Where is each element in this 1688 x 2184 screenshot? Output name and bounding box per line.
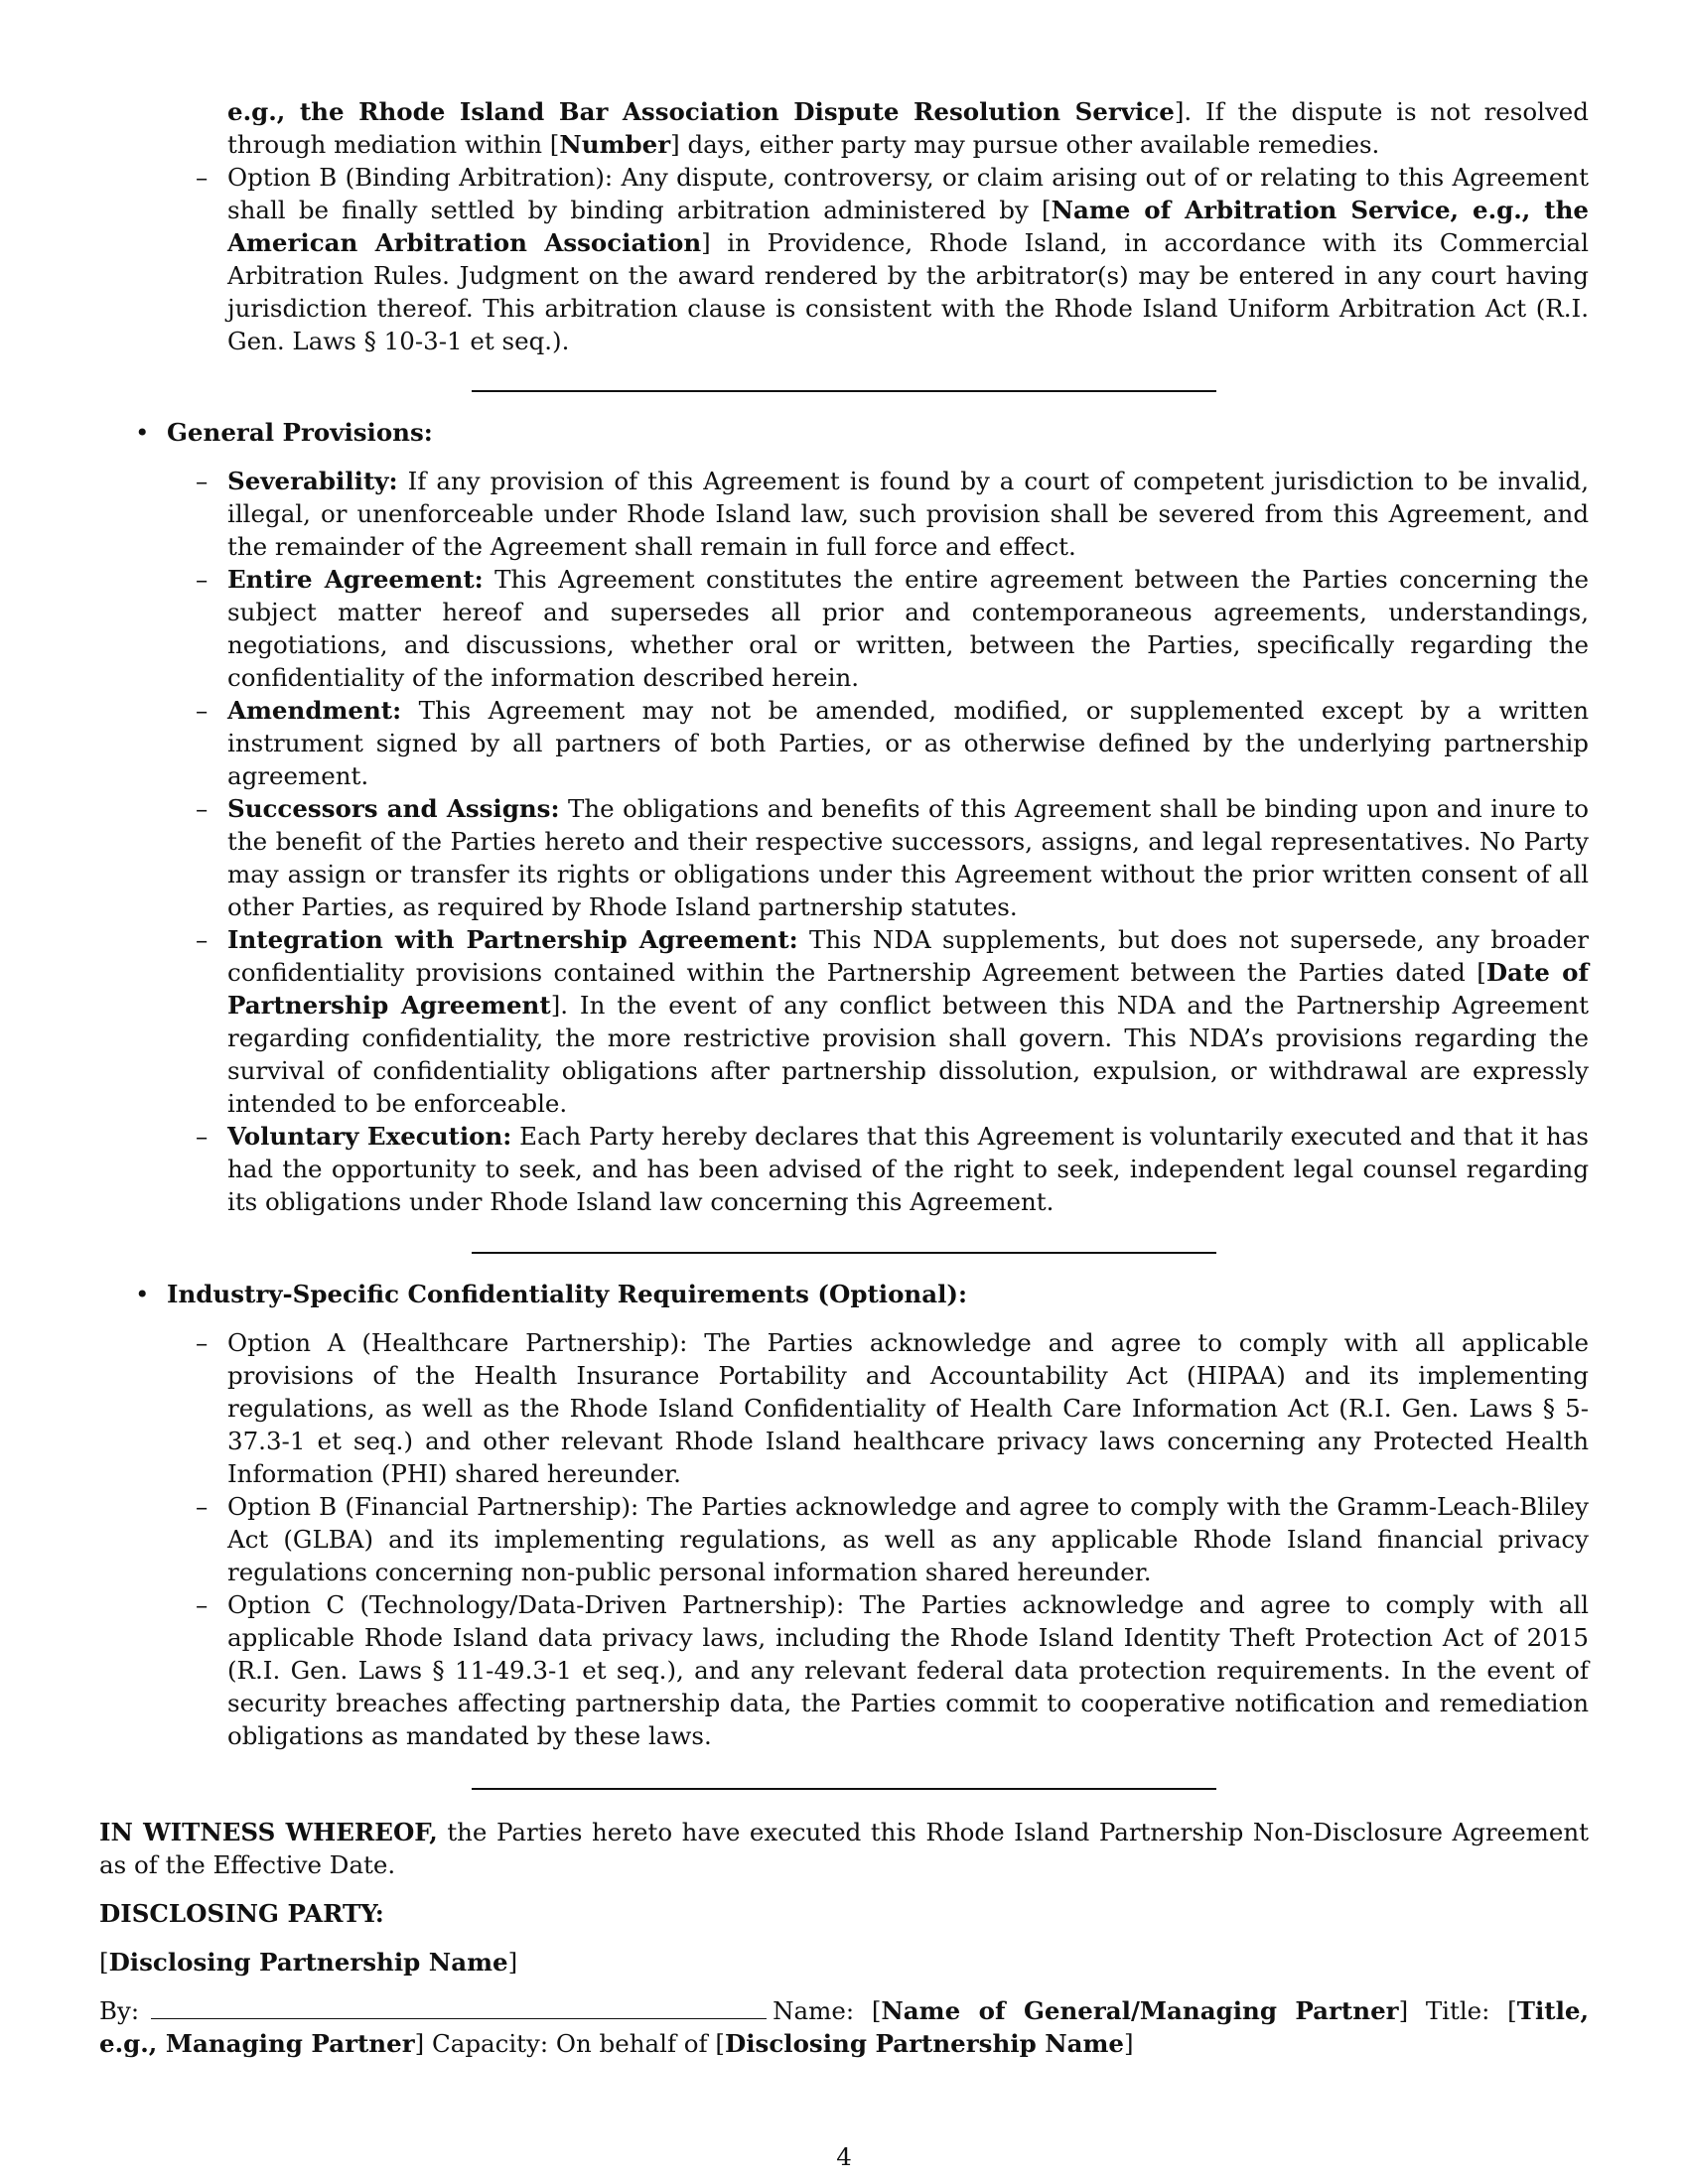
partnership-date-placeholder: Date of Partnership Agreement (227, 958, 1589, 1020)
provision-entire-agreement: – Entire Agreement: This Agreement constitutes the entire agreement between the Parties concerning the subject matter hereof and supersedes all prior and contemporaneous agreements, understandings, negotiations, and discussions, whether oral or written, between the Parties, specifically regarding the confidentiality of the information described herein. (99, 563, 1589, 694)
provision-amendment: – Amendment: This Agreement may not be amended, modified, or supplemented except by a written instrument signed by all partners of both Parties, or as otherwise defined by the underlying partnership agreement. (99, 694, 1589, 792)
provision-voluntary-execution: – Voluntary Execution: Each Party hereby declares that this Agreement is voluntarily executed and that it has had the opportunity to seek, and has been advised of the right to seek, independent legal counsel regarding its obligations under Rhode Island law concerning this Agreement. (99, 1120, 1589, 1218)
title-placeholder: Title, e.g., Managing Partner (99, 1996, 1589, 2058)
arbitration-options-list (99, 161, 1589, 357)
provision-integration: – Integration with Partnership Agreement: This NDA supplements, but does not supersede, any broader confidentiality provisions contained within the Partnership Agreement between the Parties dated [Date of Partnership Agreement]. In the event of any conflict between this NDA and the Partnership Agreement regarding confidentiality, the more restrictive provision shall govern. This NDA’s provisions regarding the survival of confidentiality obligations after partnership dissolution, expulsion, or withdrawal are expressly intended to be enforceable. (99, 923, 1589, 1120)
capacity-placeholder: Disclosing Partnership Name (725, 2029, 1125, 2058)
industry-requirements-heading: • Industry-Specific Confidentiality Requirements (Optional): (167, 1280, 968, 1308)
partner-name-placeholder: Name of General/Managing Partner (881, 1996, 1399, 2025)
arbitration-service-placeholder: Name of Arbitration Service, e.g., the American Arbitration Association (227, 196, 1589, 257)
option-a-continuation: e.g., the Rhode Island Bar Association Dispute Resolution Service]. If the dispute is not resolved through mediation within [Number] days, either party may pursue other available remedies. (227, 97, 1589, 159)
signature-block: By: Name: [Name of General/Managing Partner] Title: [Title, e.g., Managing Partner] Capacity: On behalf of [Disclosing Partnership Name] (99, 1996, 1589, 2058)
provision-severability: – Severability: If any provision of this Agreement is found by a court of competent jurisdiction to be invalid, illegal, or unenforceable under Rhode Island law, such provision shall be severed from this Agreement, and the remainder of the Agreement shall remain in full force and effect. (99, 465, 1589, 563)
signature-line (151, 1996, 767, 2019)
option-technology: – Option C (Technology/Data-Driven Partnership): The Parties acknowledge and agree to comply with all applicable Rhode Island data privacy laws, including the Rhode Island Identity Theft Protection Act of 2015 (R.I. Gen. Laws § 11-49.3-1 et seq.), and any relevant federal data protection requirements. In the event of security breaches affecting partnership data, the Parties commit to cooperative notification and remediation obligations as mandated by these laws. (99, 1588, 1589, 1752)
industry-requirements-section (99, 1278, 1589, 1310)
general-provisions-section (99, 416, 1589, 449)
witness-clause: IN WITNESS WHEREOF, the Parties hereto have executed this Rhode Island Partnership Non-Disclosure Agreement as of the Effective Date. (99, 1818, 1589, 1879)
page-number: 4 (836, 2142, 852, 2171)
section-divider (472, 1788, 1216, 1790)
option-healthcare: – Option A (Healthcare Partnership): The Parties acknowledge and agree to comply with all applicable provisions of the Health Insurance Portability and Accountability Act (HIPAA) and its implementing regulations, as well as the Rhode Island Confidentiality of Health Care Information Act (R.I. Gen. Laws § 5-37.3-1 et seq.) and other relevant Rhode Island healthcare privacy laws concerning any Protected Health Information (PHI) shared hereunder. (99, 1326, 1589, 1490)
disclosing-partnership-name: [Disclosing Partnership Name] (99, 1948, 518, 1977)
mediation-days-placeholder: Number (559, 130, 671, 159)
section-divider (472, 1252, 1216, 1254)
option-b-binding-arbitration: – Option B (Binding Arbitration): Any dispute, controversy, or claim arising out of or relating to this Agreement shall be finally settled by binding arbitration administered by [Name of Arbitration Service, e.g., the American Arbitration Association] in Providence, Rhode Island, in accordance with its Commercial Arbitration Rules. Judgment on the award rendered by the arbitrator(s) may be entered in any court having jurisdiction thereof. This arbitration clause is consistent with the Rhode Island Uniform Arbitration Act (R.I. Gen. Laws § 10-3-1 et seq.). (99, 161, 1589, 357)
general-provisions-heading: • General Provisions: (167, 418, 433, 447)
option-financial: – Option B (Financial Partnership): The Parties acknowledge and agree to comply with the Gramm-Leach-Bliley Act (GLBA) and its implementing regulations, as well as any applicable Rhode Island financial privacy regulations concerning non-public personal information shared hereunder. (99, 1490, 1589, 1588)
provision-successors-assigns: – Successors and Assigns: The obligations and benefits of this Agreement shall be binding upon and inure to the benefit of the Parties hereto and their respective successors, assigns, and legal representatives. No Party may assign or transfer its rights or obligations under this Agreement without the prior written consent of all other Parties, as required by Rhode Island partnership statutes. (99, 792, 1589, 923)
disclosing-party-heading: DISCLOSING PARTY: (99, 1899, 384, 1928)
section-divider (472, 390, 1216, 392)
mediation-service-placeholder: e.g., the Rhode Island Bar Association Dispute Resolution Service (227, 97, 1175, 126)
general-provisions-list (99, 465, 1589, 1218)
industry-options-list (99, 1326, 1589, 1752)
page-content (99, 95, 1589, 2060)
